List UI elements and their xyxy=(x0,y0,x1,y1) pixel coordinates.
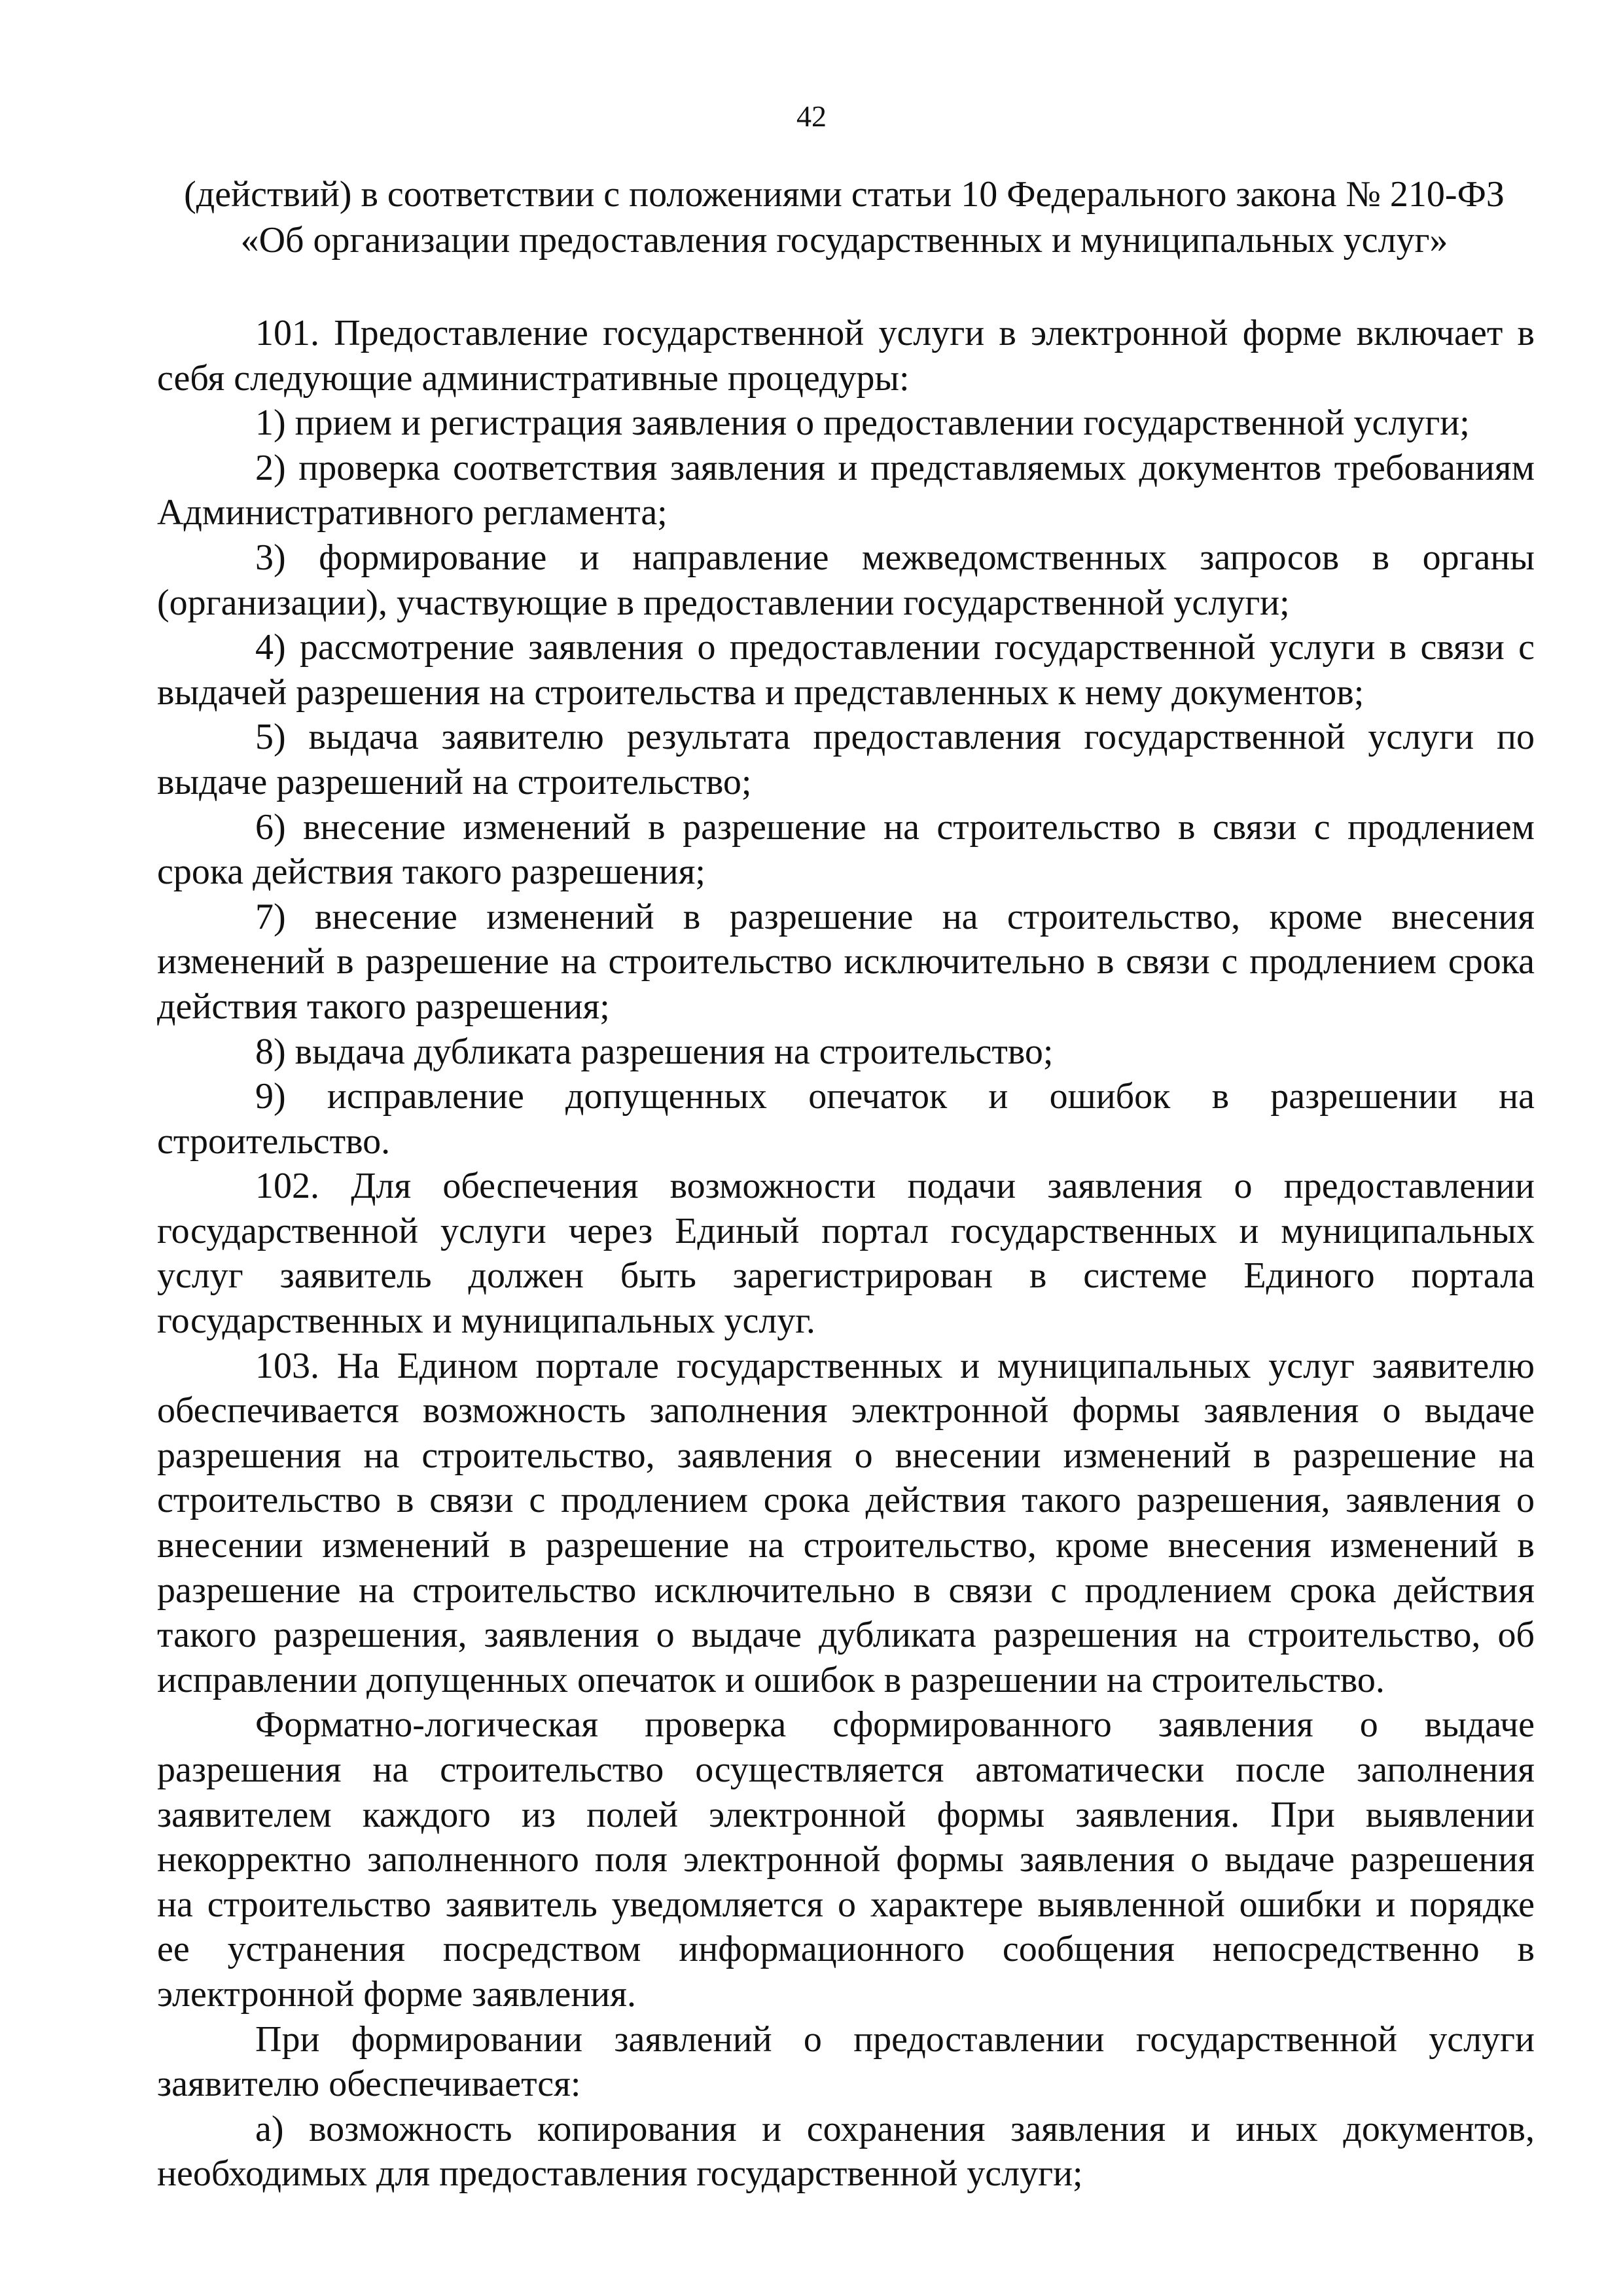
text-line: разрешения на строительство осуществляется автоматически после заполнения xyxy=(157,1749,1535,1790)
text-line: строительство в связи с продлением срока действия такого разрешения, заявления о xyxy=(157,1480,1535,1521)
paragraph-item4 xyxy=(157,625,1535,715)
text-line: выдаче разрешений на строительство; xyxy=(157,761,752,802)
text-line: 7) внесение изменений в разрешение на строительство, кроме внесения xyxy=(255,896,1535,937)
text-line: себя следующие административные процедуры: xyxy=(157,357,910,399)
text-line: 5) выдача заявителю результата предоставления государственной услуги по xyxy=(255,717,1535,758)
text-line: Форматно-логическая проверка сформированного заявления о выдаче xyxy=(255,1704,1535,1746)
text-line: При формировании заявлений о предоставлении государственной услуги xyxy=(255,2018,1535,2060)
text-line: выдачей разрешения на строительства и представленных к нему документов; xyxy=(157,672,1364,713)
paragraph-item6 xyxy=(157,805,1535,895)
text-line: исправлении допущенных опечаток и ошибок в разрешении на строительство. xyxy=(157,1659,1385,1700)
text-line: 103. На Едином портале государственных и муниципальных услуг заявителю xyxy=(255,1345,1535,1386)
text-line: государственных и муниципальных услуг. xyxy=(157,1300,815,1342)
text-line: строительство. xyxy=(157,1121,391,1162)
page-number: 42 xyxy=(796,99,827,133)
text-line: срока действия такого разрешения; xyxy=(157,852,705,893)
heading-line: «Об организации предоставления государственных и муниципальных услуг» xyxy=(240,220,1448,260)
paragraph-p-forming xyxy=(157,2017,1535,2107)
text-line: 2) проверка соответствия заявления и представляемых документов требованиям xyxy=(255,447,1535,488)
document-body xyxy=(157,311,1535,2197)
paragraph-item7 xyxy=(157,895,1535,1030)
text-line: 8) выдача дубликата разрешения на строительство; xyxy=(255,1031,1054,1072)
text-line: электронной форме заявления. xyxy=(157,1973,637,2015)
paragraph-item1 xyxy=(157,401,1535,446)
paragraph-p102 xyxy=(157,1164,1535,1343)
text-line: 3) формирование и направление межведомственных запросов в органы xyxy=(255,537,1535,578)
paragraph-item8 xyxy=(157,1030,1535,1075)
text-line: 102. Для обеспечения возможности подачи заявления о предоставлении xyxy=(255,1166,1535,1207)
text-line: 101. Предоставление государственной услуги в электронной форме включает в xyxy=(255,313,1535,353)
text-line: услуг заявитель должен быть зарегистрирован в системе Единого портала xyxy=(157,1255,1535,1297)
text-line: действия такого разрешения; xyxy=(157,986,610,1027)
section-heading xyxy=(157,171,1531,263)
paragraph-p101 xyxy=(157,311,1535,401)
text-line: на строительство заявитель уведомляется о характере выявленной ошибки и порядке xyxy=(157,1884,1535,1925)
heading-line: (действий) в соответствии с положениями статьи 10 Федерального закона № 210-ФЗ xyxy=(184,174,1505,215)
text-line: изменений в разрешение на строительство исключительно в связи с продлением срока xyxy=(157,941,1535,982)
paragraph-p103 xyxy=(157,1344,1535,1703)
paragraph-p-format-check xyxy=(157,1702,1535,2017)
text-line: 9) исправление допущенных опечаток и ошибок в разрешении на xyxy=(255,1076,1535,1117)
text-line: Административного регламента; xyxy=(157,492,668,533)
text-line: необходимых для предоставления государственной услуги; xyxy=(157,2153,1083,2195)
text-line: ее устранения посредством информационного сообщения непосредственно в xyxy=(157,1929,1535,1970)
text-line: 6) внесение изменений в разрешение на строительство в связи с продлением xyxy=(255,806,1535,848)
paragraph-item5 xyxy=(157,715,1535,804)
text-line: а) возможность копирования и сохранения заявления и иных документов, xyxy=(255,2108,1535,2149)
paragraph-item-a xyxy=(157,2107,1535,2197)
text-line: (организации), участвующие в предоставлении государственной услуги; xyxy=(157,582,1290,623)
paragraph-item3 xyxy=(157,535,1535,625)
text-line: некорректно заполненного поля электронной формы заявления о выдаче разрешения xyxy=(157,1839,1535,1880)
text-line: заявителю обеспечивается: xyxy=(157,2064,581,2105)
paragraph-item2 xyxy=(157,446,1535,535)
paragraph-item9 xyxy=(157,1074,1535,1164)
text-line: разрешение на строительство исключительно в связи с продлением срока действия xyxy=(157,1570,1535,1611)
text-line: заявителем каждого из полей электронной формы заявления. При выявлении xyxy=(157,1794,1535,1835)
text-line: внесении изменений в разрешение на строительство, кроме внесения изменений в xyxy=(157,1525,1535,1566)
text-line: 4) рассмотрение заявления о предоставлении государственной услуги в связи с xyxy=(255,627,1535,668)
text-line: разрешения на строительство, заявления о внесении изменений в разрешение на xyxy=(157,1435,1535,1476)
text-line: 1) прием и регистрация заявления о предоставлении государственной услуги; xyxy=(255,403,1470,444)
text-line: обеспечивается возможность заполнения электронной формы заявления о выдаче xyxy=(157,1390,1535,1431)
text-line: такого разрешения, заявления о выдаче дубликата разрешения на строительство, об xyxy=(157,1615,1535,1656)
text-line: государственной услуги через Единый портал государственных и муниципальных xyxy=(157,1210,1535,1251)
